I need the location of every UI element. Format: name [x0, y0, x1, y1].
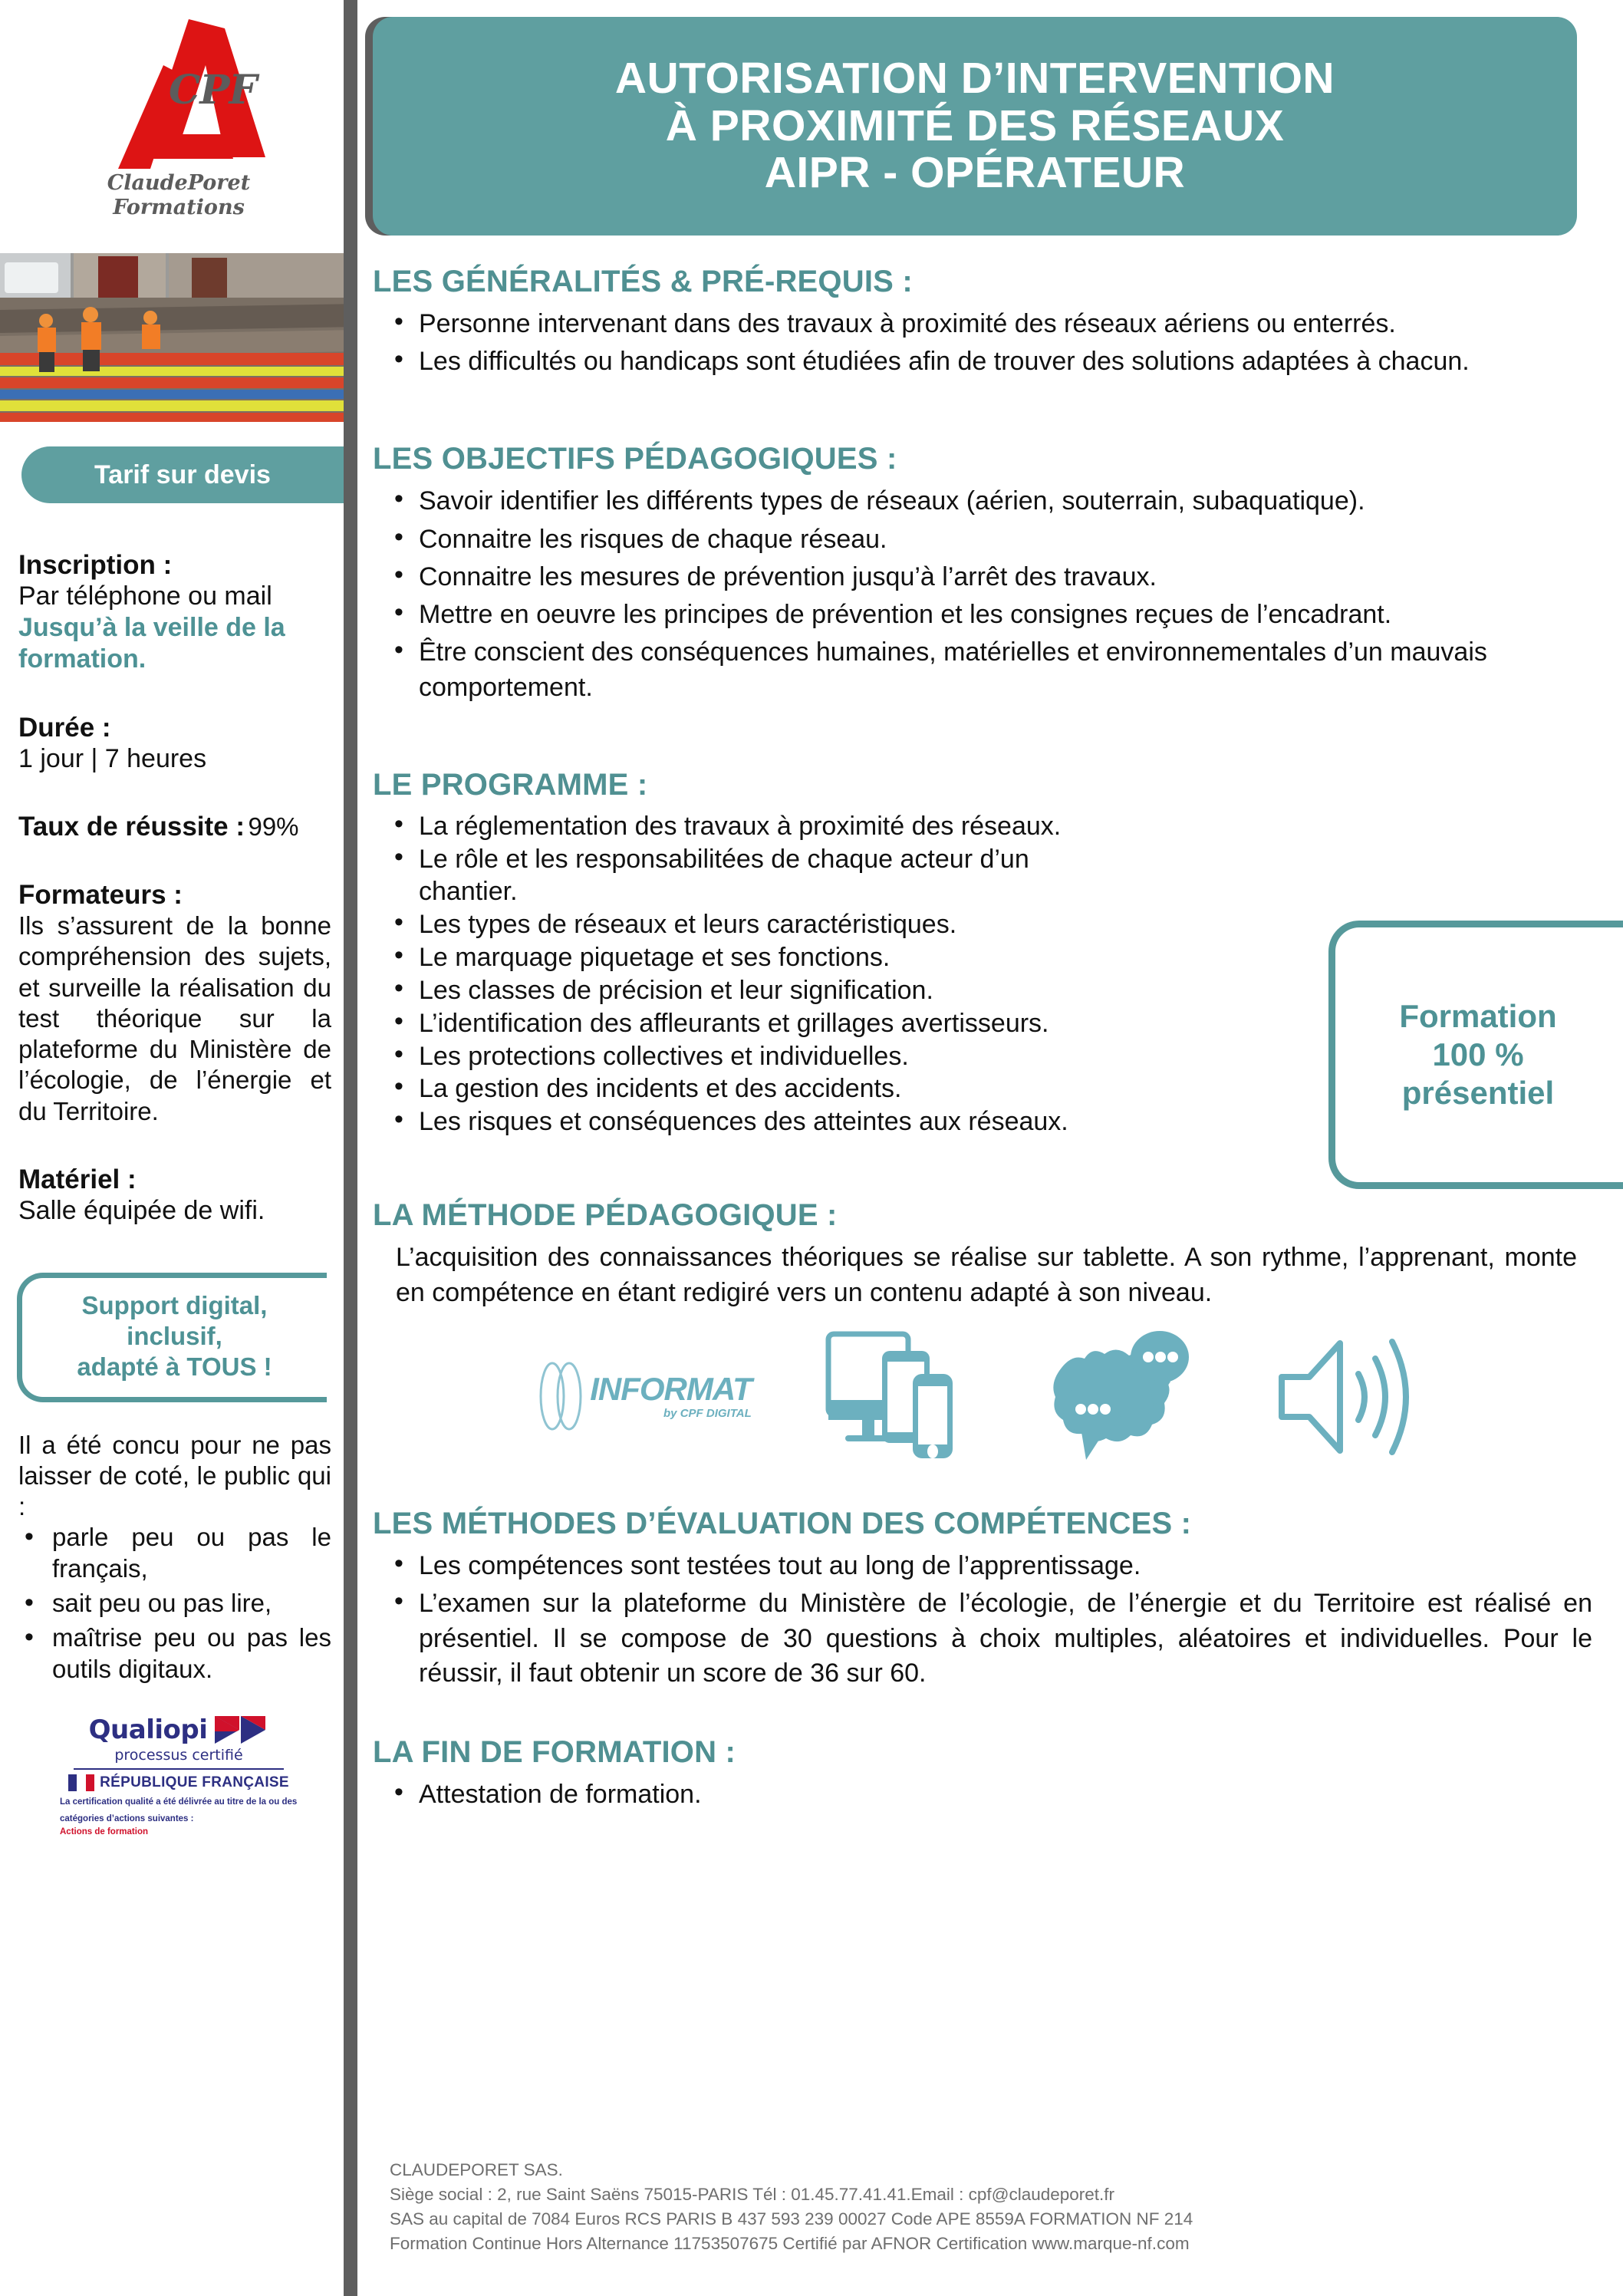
support-digital-box: [17, 1273, 327, 1402]
inclusion-intro: Il a été concu pour ne pas laisser de coté, le public qui :: [18, 1430, 331, 1521]
footer-line-3: SAS au capital de 7084 Euros RCS PARIS B 437 593 239 00027 Code APE 8559A FORMATION NF 214: [390, 2209, 1193, 2229]
materiel-value: Salle équipée de wifi.: [18, 1196, 265, 1226]
french-flag-icon: [68, 1774, 94, 1791]
page-title-line1: AUTORISATION D’INTERVENTION: [614, 54, 1335, 104]
list-item: • L’examen sur la plateforme du Ministère de l’écologie, de l’énergie et du Territoire est réalisé en présentiel. Il se compose de 30 questions à choix multiples, aléatoires et individuelles. Pour le réussir, il faut obtenir un score de 36 sur 60.: [384, 1586, 1592, 1691]
inscription-line1: Par téléphone ou mail: [18, 581, 272, 611]
list-item: • Les types de réseaux et leurs caractéristiques.: [384, 908, 1074, 941]
list-item: • L’identification des affleurants et grillages avertisseurs.: [384, 1007, 1074, 1040]
informat-glyph-icon: [538, 1361, 585, 1431]
badge-line-2: 100 %: [1432, 1036, 1524, 1072]
section-generalites: [373, 265, 1592, 379]
page-title-line3: AIPR - OPÉRATEUR: [764, 148, 1186, 198]
speaker-volume-icon: [1274, 1329, 1427, 1464]
section-title-programme: LE PROGRAMME :: [373, 767, 648, 802]
qualiopi-arrows-icon: [215, 1715, 268, 1745]
section-title-fin-formation: LA FIN DE FORMATION :: [373, 1735, 736, 1769]
list-item: • Les classes de précision et leur signification.: [384, 974, 1074, 1007]
list-item: • Attestation de formation.: [384, 1777, 1592, 1812]
list-item: • Mettre en oeuvre les principes de prévention et les consignes reçues de l’encadrant.: [384, 598, 1592, 632]
list-item: • Les difficultés ou handicaps sont étudiées afin de trouver des solutions adaptées à chacun.: [384, 344, 1592, 379]
list-item: • maîtrise peu ou pas les outils digitaux.: [18, 1622, 331, 1685]
devices-icon: [822, 1329, 976, 1464]
inscription-accent-line1: Jusqu’à la veille de la: [18, 613, 285, 643]
list-item: • Personne intervenant dans des travaux à proximité des réseaux aériens ou enterrés.: [384, 307, 1592, 341]
footer-line-1: CLAUDEPORET SAS.: [390, 2160, 563, 2180]
main-content: [357, 0, 1623, 2296]
sidebar-divider: [344, 0, 357, 2296]
list-item: • Connaitre les mesures de prévention jusqu’à l’arrêt des travaux.: [384, 560, 1592, 595]
logo-name-line2: Formations: [113, 196, 245, 219]
section-evaluation: [373, 1507, 1592, 1691]
informat-logo: [538, 1361, 752, 1431]
list-item: • Les compétences sont testées tout au long de l’apprentissage.: [384, 1549, 1592, 1583]
qualiopi-wordmark: Qualiopi: [88, 1714, 208, 1745]
badge-line-1: Formation: [1399, 997, 1557, 1034]
inscription-heading: Inscription :: [18, 550, 173, 580]
sidebar-section-inclusion: [0, 1430, 357, 1685]
fin-formation-list: [384, 1777, 1592, 1812]
pedagogy-icons-row: [373, 1327, 1592, 1465]
generalites-list: [384, 307, 1592, 379]
section-title-generalites: LES GÉNÉRALITÉS & PRÉ-REQUIS :: [373, 265, 913, 298]
support-line-3: adapté à TOUS !: [77, 1352, 272, 1382]
programme-list: [384, 810, 1074, 1138]
methode-text: L’acquisition des connaissances théoriques se réalise sur tablette. A son rythme, l’apprenant, monte en compétence en étant redigiré vers un contenu adapté à son niveau.: [396, 1243, 1577, 1307]
list-item: • parle peu ou pas le français,: [18, 1522, 331, 1585]
page-title-banner: [373, 17, 1577, 236]
section-title-objectifs: LES OBJECTIFS PÉDAGOGIQUES :: [373, 442, 897, 476]
sidebar-section-materiel: [0, 1164, 357, 1227]
duree-value: 1 jour | 7 heures: [18, 743, 207, 773]
support-line-2: inclusif,: [127, 1322, 222, 1351]
list-item: • Être conscient des conséquences humaines, matérielles et environnementales d’un mauvais comportement.: [384, 635, 1592, 704]
qualiopi-fine-line1: La certification qualité a été délivrée au titre de la ou des: [60, 1797, 298, 1807]
logo-initials: CPF: [169, 67, 257, 114]
list-item: • Les protections collectives et individuelles.: [384, 1040, 1074, 1073]
taux-value: 99%: [248, 812, 299, 841]
qualiopi-action-type: Actions de formation: [60, 1827, 149, 1836]
company-logo: [0, 0, 357, 253]
list-item: • La gestion des incidents et des accidents.: [384, 1072, 1074, 1105]
support-line-1: Support digital,: [81, 1290, 268, 1319]
evaluation-list: [384, 1549, 1592, 1691]
list-item: • Les risques et conséquences des atteintes aux réseaux.: [384, 1105, 1074, 1138]
footer-line-2: Siège social : 2, rue Saint Saëns 75015-PARIS Tél : 01.45.77.41.41.Email : cpf@claudeporet.fr: [390, 2185, 1115, 2205]
section-objectifs: [373, 442, 1592, 704]
list-item: • Le marquage piquetage et ses fonctions.: [384, 941, 1074, 974]
inscription-accent-line2: formation.: [18, 644, 146, 674]
sidebar-section-inscription: [0, 549, 357, 675]
section-title-methode: LA MÉTHODE PÉDAGOGIQUE :: [373, 1198, 838, 1233]
badge-formation-presentiel: [1328, 921, 1623, 1189]
objectifs-list: [384, 484, 1592, 704]
logo-name-line1: ClaudePoret: [107, 171, 251, 195]
sidebar-section-duree: [0, 712, 357, 775]
list-item: • Le rôle et les responsabilitées de chaque acteur d’un chantier.: [384, 843, 1074, 909]
badge-line-3: présentiel: [1401, 1075, 1555, 1112]
informat-byline: by CPF DIGITAL: [663, 1407, 752, 1421]
page-title-line2: À PROXIMITÉ DES RÉSEAUX: [665, 100, 1285, 150]
list-item: • sait peu ou pas lire,: [18, 1588, 331, 1619]
qualiopi-certification-logo: [60, 1707, 298, 1836]
qualiopi-fine-line2: catégories d’actions suivantes :: [60, 1814, 194, 1824]
trench-works-photo: [0, 253, 357, 422]
informat-name: INFORMAT: [590, 1371, 752, 1408]
footer-line-4: Formation Continue Hors Alternance 11753507675 Certifié par AFNOR Certification www.marque-nf.com: [390, 2234, 1190, 2254]
footer-legal: [390, 2158, 1571, 2256]
sidebar-section-formateurs: [0, 879, 357, 1127]
qualiopi-divider: [74, 1768, 284, 1770]
list-item: • Connaitre les risques de chaque réseau.: [384, 522, 1592, 557]
sidebar-section-taux: [0, 812, 357, 842]
formateurs-text: Ils s’assurent de la bonne compréhension des sujets, et surveille la réalisation du test théorique sur la plateforme du Ministère de l’écologie, de l’énergie et du Territoire.: [18, 911, 331, 1125]
formateurs-heading: Formateurs :: [18, 879, 183, 910]
global-communication-icon: [1046, 1329, 1203, 1464]
sidebar: [0, 0, 357, 2296]
list-item: • Savoir identifier les différents types de réseaux (aérien, souterrain, subaquatique).: [384, 484, 1592, 519]
duree-heading: Durée :: [18, 712, 111, 743]
list-item: • La réglementation des travaux à proximité des réseaux.: [384, 810, 1074, 843]
section-fin-formation: [373, 1735, 1592, 1812]
section-methode: [373, 1198, 1592, 1465]
taux-heading: Taux de réussite :: [18, 811, 245, 842]
tarif-badge: Tarif sur devis: [21, 446, 344, 503]
section-title-evaluation: LES MÉTHODES D’ÉVALUATION DES COMPÉTENCES :: [373, 1507, 1192, 1541]
materiel-heading: Matériel :: [18, 1164, 137, 1194]
republique-francaise-label: RÉPUBLIQUE FRANÇAISE: [100, 1774, 289, 1790]
qualiopi-subtitle: processus certifié: [114, 1746, 243, 1764]
inclusion-list: [18, 1522, 331, 1685]
